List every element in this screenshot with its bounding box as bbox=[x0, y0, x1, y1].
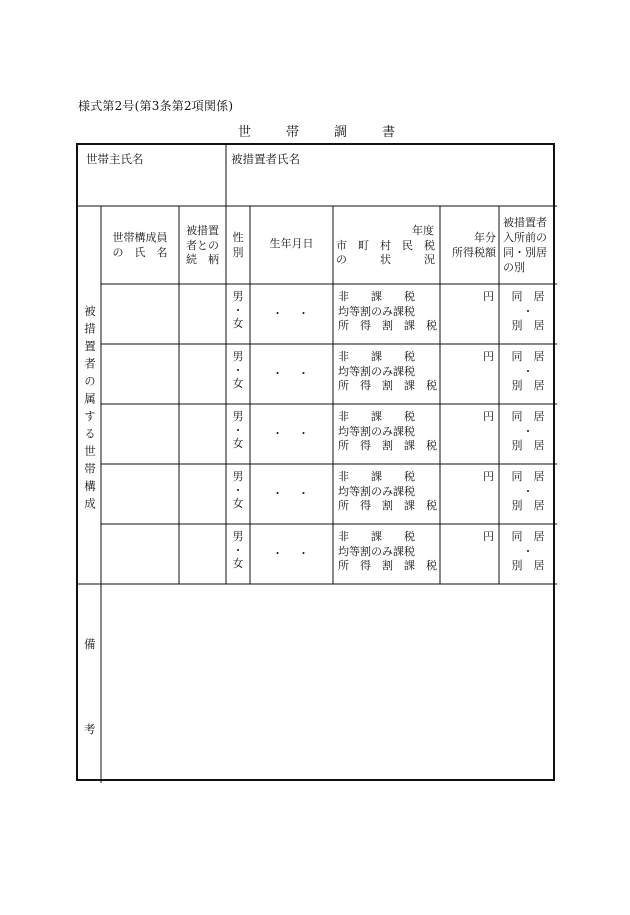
member-name-cell[interactable] bbox=[101, 284, 179, 344]
income-tax-cell: 円 bbox=[483, 470, 494, 483]
form-caption: 様式第2号(第3条第2項関係) bbox=[78, 99, 234, 113]
income-tax-cell: 円 bbox=[483, 410, 494, 423]
householder-name-label: 世帯主氏名 bbox=[86, 152, 144, 166]
sex-header: 性 別 bbox=[232, 231, 244, 259]
title-char: 世 bbox=[238, 125, 252, 140]
title-char: 書 bbox=[382, 125, 396, 140]
relationship-cell[interactable] bbox=[179, 524, 226, 584]
member-name-cell[interactable] bbox=[101, 464, 179, 524]
member-name-header: 世帯構成員 の 氏 名 bbox=[112, 231, 168, 259]
residence-cell: 同 居 ・ 別 居 bbox=[511, 410, 545, 452]
birthdate-cell: ・ ・ bbox=[272, 367, 311, 380]
residence-header: 被措置者 入所前の 同・別居 の別 bbox=[503, 216, 547, 274]
birthdate-header: 生年月日 bbox=[269, 237, 314, 250]
tax-status-cell: 非 課 税 均等割のみ課税 所 得 割 課 税 bbox=[338, 530, 437, 572]
relationship-cell[interactable] bbox=[179, 284, 226, 344]
protected-person-name-label: 被措置者氏名 bbox=[231, 152, 300, 166]
tax-status-cell: 非 課 税 均等割のみ課税 所 得 割 課 税 bbox=[338, 350, 437, 392]
relationship-cell[interactable] bbox=[179, 464, 226, 524]
residence-cell: 同 居 ・ 別 居 bbox=[511, 530, 545, 572]
tax-status-cell: 非 課 税 均等割のみ課税 所 得 割 課 税 bbox=[338, 470, 437, 512]
sex-cell: 男 ・ 女 bbox=[232, 350, 244, 390]
birthdate-cell: ・ ・ bbox=[272, 427, 311, 440]
income-tax-cell: 円 bbox=[483, 530, 494, 543]
member-name-cell[interactable] bbox=[101, 404, 179, 464]
member-name-cell[interactable] bbox=[101, 524, 179, 584]
member-name-cell[interactable] bbox=[101, 344, 179, 404]
residence-cell: 同 居 ・ 別 居 bbox=[511, 470, 545, 512]
relationship-cell[interactable] bbox=[179, 404, 226, 464]
relationship-header: 被措置 者との 続 柄 bbox=[186, 224, 219, 266]
municipal-tax-header: 年度 市 町 村 民 税 の 状 況 bbox=[336, 224, 435, 266]
birthdate-cell: ・ ・ bbox=[272, 487, 311, 500]
household-composition-side-label: 被措置者の属する世帯構成 bbox=[83, 305, 97, 515]
title-char: 調 bbox=[334, 125, 348, 140]
income-tax-header: 年分 所得税額 bbox=[452, 231, 496, 259]
remarks-char: 備 bbox=[84, 637, 96, 651]
residence-cell: 同 居 ・ 別 居 bbox=[511, 350, 545, 392]
sex-cell: 男 ・ 女 bbox=[232, 470, 244, 510]
tax-status-cell: 非 課 税 均等割のみ課税 所 得 割 課 税 bbox=[338, 290, 437, 332]
sex-cell: 男 ・ 女 bbox=[232, 290, 244, 330]
sex-cell: 男 ・ 女 bbox=[232, 530, 244, 570]
household-survey-table bbox=[76, 143, 555, 781]
remarks-char: 考 bbox=[84, 722, 96, 736]
title-char: 帯 bbox=[286, 125, 300, 140]
sex-cell: 男 ・ 女 bbox=[232, 410, 244, 450]
income-tax-cell: 円 bbox=[483, 350, 494, 363]
relationship-cell[interactable] bbox=[179, 344, 226, 404]
birthdate-cell: ・ ・ bbox=[272, 547, 311, 560]
tax-status-cell: 非 課 税 均等割のみ課税 所 得 割 課 税 bbox=[338, 410, 437, 452]
birthdate-cell: ・ ・ bbox=[272, 307, 311, 320]
residence-cell: 同 居 ・ 別 居 bbox=[511, 290, 545, 332]
document-title bbox=[238, 121, 395, 140]
income-tax-cell: 円 bbox=[483, 290, 494, 303]
